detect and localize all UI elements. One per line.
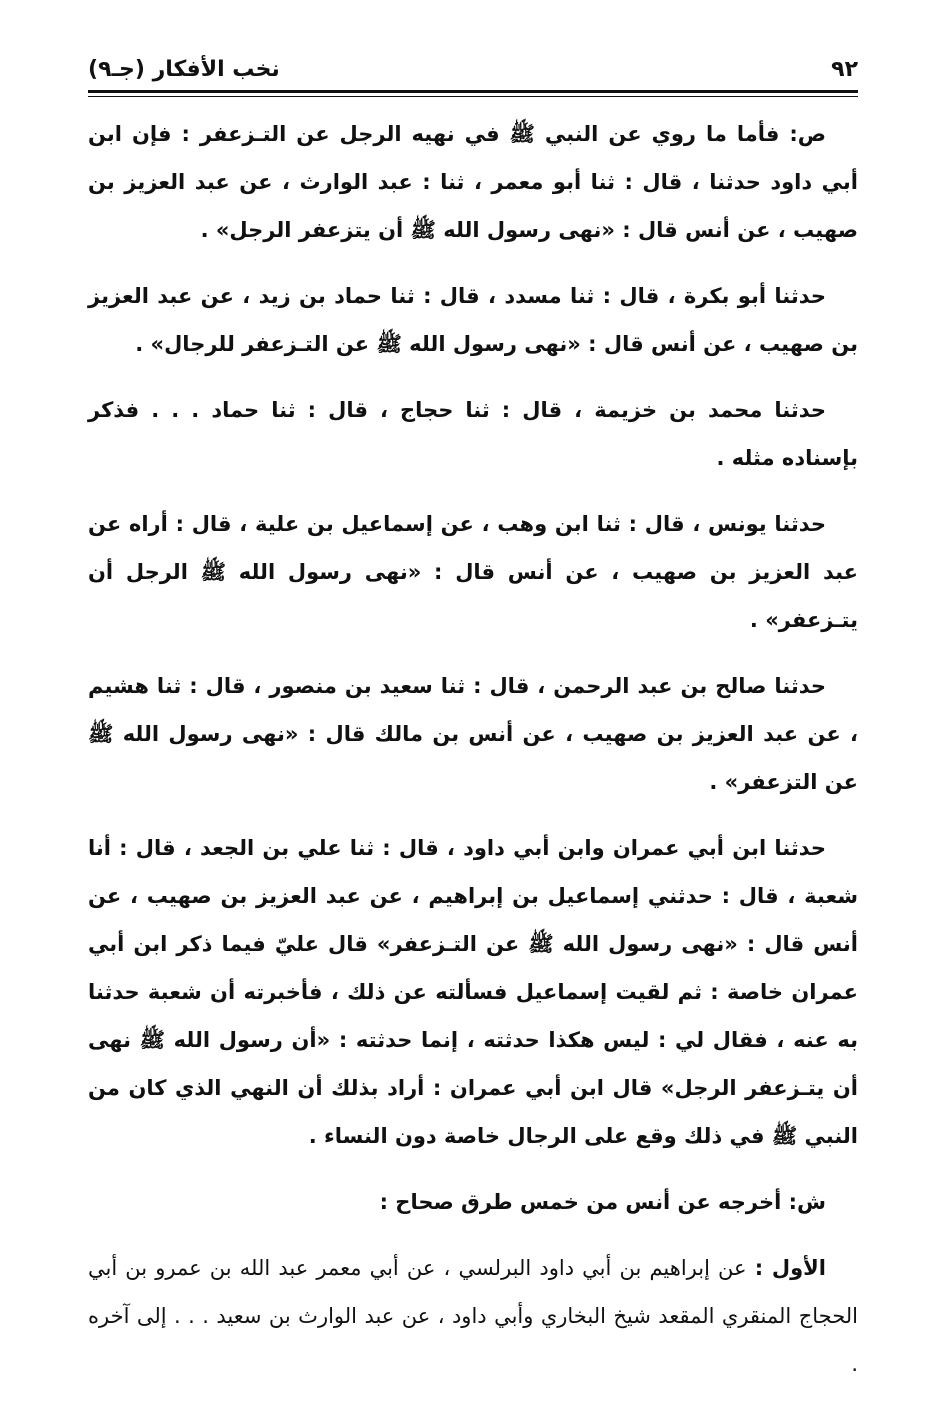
paragraph-5: حدثنا صالح بن عبد الرحمن ، قال : ثنا سعيد بن منصور ، قال : ثنا هشيم ، عن عبد العزيز بن صهيب ، عن أنس بن مالك قال : «نهى رسول الله ﷺ عن التزعفر» . xyxy=(88,674,858,794)
page-body xyxy=(88,110,858,1406)
header-rule-thin xyxy=(88,96,858,97)
paragraph-4: حدثنا يونس ، قال : ثنا ابن وهب ، عن إسماعيل بن علية ، قال : أراه عن عبد العزيز بن صهيب ، عن أنس قال : «نهى رسول الله ﷺ الرجل أن يتـزعفر» . xyxy=(88,512,858,632)
paragraph-2: حدثنا أبو بكرة ، قال : ثنا مسدد ، قال : ثنا حماد بن زيد ، عن عبد العزيز بن صهيب ، عن أنس قال : «نهى رسول الله ﷺ عن التـزعفر للرجال» . xyxy=(88,284,858,356)
page-number: ٩٢ xyxy=(831,56,858,82)
paragraph-lead: الأول : xyxy=(754,1256,826,1280)
paragraph-6: حدثنا ابن أبي عمران وابن أبي داود ، قال : ثنا علي بن الجعد ، قال : أنا شعبة ، قال : حدثني إسماعيل بن إبراهيم ، عن عبد العزيز بن صهيب ، عن أنس قال : «نهى رسول الله ﷺ عن التـزعفر» قال عليّ فيما ذكر ابن أبي عمران خاصة : ثم لقيت إسماعيل فسألته عن ذلك ، فأخبرته أن شعبة حدثنا به عنه ، فقال لي : ليس هكذا حدثته ، إنما حدثته : «أن رسول الله ﷺ نهى أن يتـزعفر الرجل» قال ابن أبي عمران : أراد بذلك أن النهي الذي كان من النبي ﷺ في ذلك وقع على الرجال خاصة دون النساء . xyxy=(88,836,858,1148)
page-header xyxy=(88,48,858,90)
paragraph-1: ص: فأما ما روي عن النبي ﷺ في نهيه الرجل عن التـزعفر : فإن ابن أبي داود حدثنا ، قال : ثنا أبو معمر ، ثنا : عبد الوارث ، عن عبد العزيز بن صهيب ، عن أنس قال : «نهى رسول الله ﷺ أن يتزعفر الرجل» . xyxy=(88,122,858,242)
paragraph-7: ش: أخرجه عن أنس من خمس طرق صحاح : xyxy=(379,1190,826,1214)
paragraph-text: عن إبراهيم بن أبي داود البرلسي ، عن أبي معمر عبد الله بن عمرو بن أبي الحجاج المنقري المقعد شيخ البخاري وأبي داود ، عن عبد الوارث بن سعيد . . . إلى آخره . xyxy=(88,1256,858,1376)
paragraph-3: حدثنا محمد بن خزيمة ، قال : ثنا حجاج ، قال : ثنا حماد . . . فذكر بإسناده مثله . xyxy=(88,398,858,470)
paragraph-8 xyxy=(88,1244,858,1388)
header-rule-thick xyxy=(88,90,858,93)
book-title: نخب الأفكار (جـ٩) xyxy=(88,56,280,82)
